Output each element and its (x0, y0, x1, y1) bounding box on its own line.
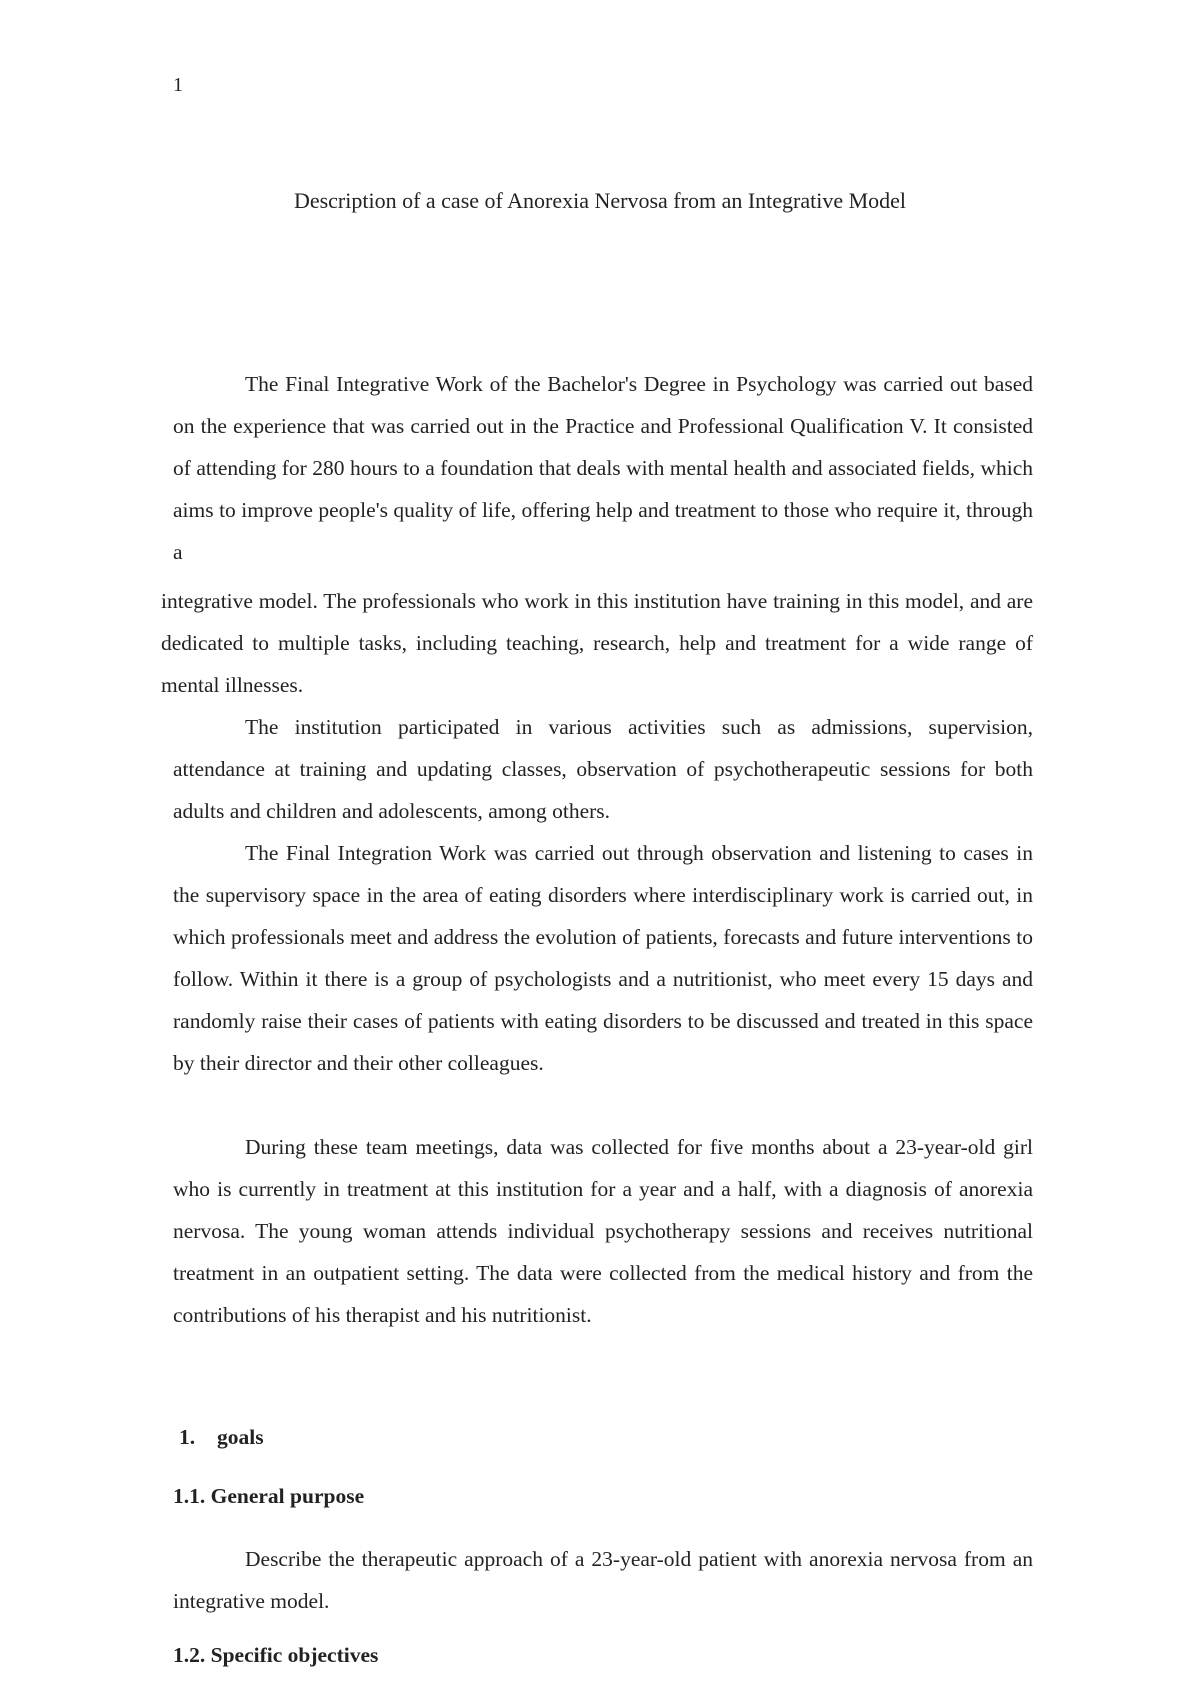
paragraph-institution-activities: The institution participated in various activities such as admissions, supervision, attendance at training and updating classes, observation of psychotherapeutic sessions for both adults and children and adolescents, among others. (173, 715, 1033, 823)
paragraph-general-purpose: Describe the therapeutic approach of a 23-year-old patient with anorexia nervosa from an integrative model. (173, 1547, 1033, 1613)
paragraph-integrative-model: integrative model. The professionals who work in this institution have training in this model, and are dedicated to multiple tasks, including teaching, research, help and treatment for a wide range of mental illnesses. (161, 589, 1033, 697)
heading-general-purpose: 1.1. General purpose (173, 1484, 365, 1508)
heading-specific-objectives: 1.2. Specific objectives (173, 1643, 379, 1667)
heading-goals-number: 1. (179, 1425, 196, 1449)
paragraph-intro: The Final Integrative Work of the Bachelor's Degree in Psychology was carried out based on the experience that was carried out in the Practice and Professional Qualification V. It consisted of attending for 280 hours to a foundation that deals with mental health and associated fields, which aims to improve people's quality of life, offering help and treatment to those who require it, through a (173, 372, 1033, 564)
document-title: Description of a case of Anorexia Nervosa from an Integrative Model (293, 188, 907, 213)
page-number: 1 (173, 74, 183, 96)
heading-goals (179, 1425, 264, 1450)
paragraph-final-integration-work: The Final Integration Work was carried out through observation and listening to cases in the supervisory space in the area of eating disorders where interdisciplinary work is carried out, in which professionals meet and address the evolution of patients, forecasts and future interventions to follow. Within it there is a group of psychologists and a nutritionist, who meet every 15 days and randomly raise their cases of patients with eating disorders to be discussed and treated in this space by their director and their other colleagues. (173, 841, 1033, 1075)
heading-goals-label: goals (217, 1425, 264, 1449)
paragraph-team-meetings: During these team meetings, data was collected for five months about a 23-year-old girl who is currently in treatment at this institution for a year and a half, with a diagnosis of anorexia nervosa. The young woman attends individual psychotherapy sessions and receives nutritional treatment in an outpatient setting. The data were collected from the medical history and from the contributions of his therapist and his nutritionist. (173, 1135, 1033, 1327)
